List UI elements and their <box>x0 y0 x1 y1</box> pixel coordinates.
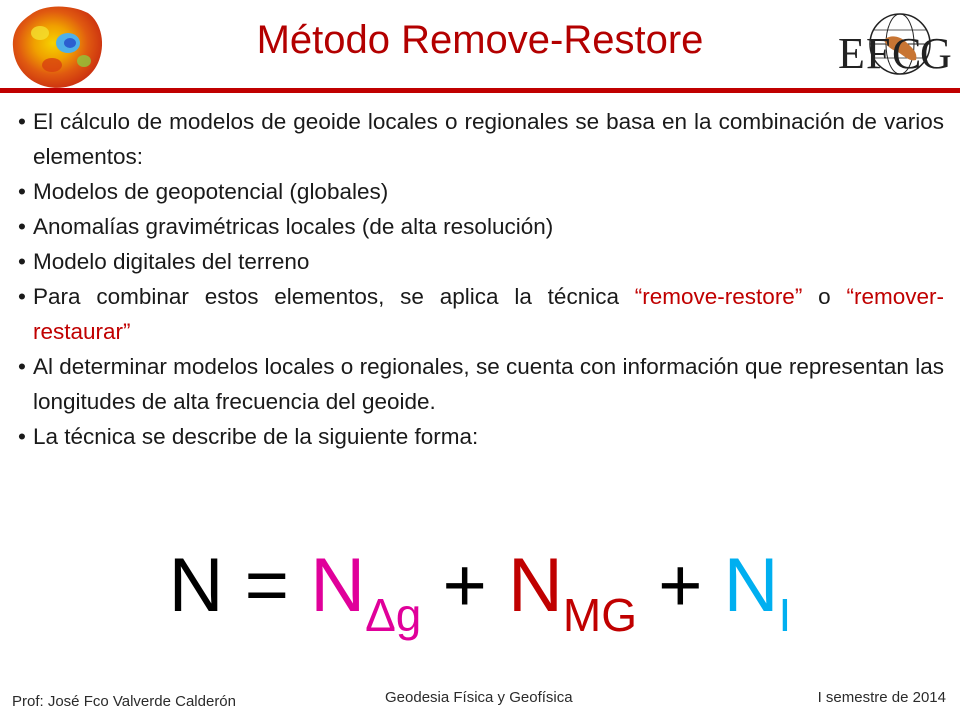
remove-restore-term: “remove-restore” <box>634 284 803 309</box>
svg-text:E: E <box>838 29 865 78</box>
formula-term-geopotential: $N_{MG}$ <box>508 543 638 641</box>
footer-course: Geodesia Física y Geofísica <box>385 689 573 706</box>
slide-title: Método Remove-Restore <box>256 18 704 62</box>
bullet-list <box>18 104 944 454</box>
remover-restaurar-term: “remover-restaurar” <box>33 284 944 344</box>
formula-sub-geopotential: MG <box>562 589 638 641</box>
bullet-geopotential-models: • Modelos de geopotencial (globales) <box>18 174 944 209</box>
svg-text:C: C <box>892 29 922 78</box>
bullet-technique: • La técnica se describe de la siguiente forma: <box>18 419 944 454</box>
formula-sub-gravity: Δg <box>365 589 422 641</box>
bullet-remove-restore: • Para combinar estos elementos, se aplica la técnica “remove-restore” o “remover-restaurar” <box>18 279 944 349</box>
bullet-intro: • El cálculo de modelos de geoide locales o regionales se basa en la combinación de varios elementos: <box>18 104 944 174</box>
formula-plus-1: + <box>421 543 509 628</box>
bullet-high-frequency: • Al determinar modelos locales o regionales, se cuenta con información que representan las longitudes de alta frecuencia del geoide. <box>18 349 944 419</box>
svg-text:F: F <box>866 29 891 78</box>
svg-text:G: G <box>920 29 952 78</box>
title-underline <box>0 88 960 93</box>
formula-sub-terrain: I <box>778 589 792 641</box>
formula-equals: = <box>223 543 311 628</box>
formula-term-terrain: $N_I$ <box>723 543 792 641</box>
footer-author: Prof: José Fco Valverde Calderón <box>12 693 236 710</box>
geoid-formula <box>0 536 960 665</box>
footer-semester: I semestre de 2014 <box>817 689 946 706</box>
formula-plus-2: + <box>637 543 724 628</box>
formula-term-gravity: $N_{\Delta g}$ <box>310 543 422 641</box>
formula-lhs: N <box>168 543 224 628</box>
bullet-terrain-models: • Modelo digitales del terreno <box>18 244 944 279</box>
efcg-logo <box>830 6 955 90</box>
bullet-gravity-anomalies: • Anomalías gravimétricas locales (de alta resolución) <box>18 209 944 244</box>
